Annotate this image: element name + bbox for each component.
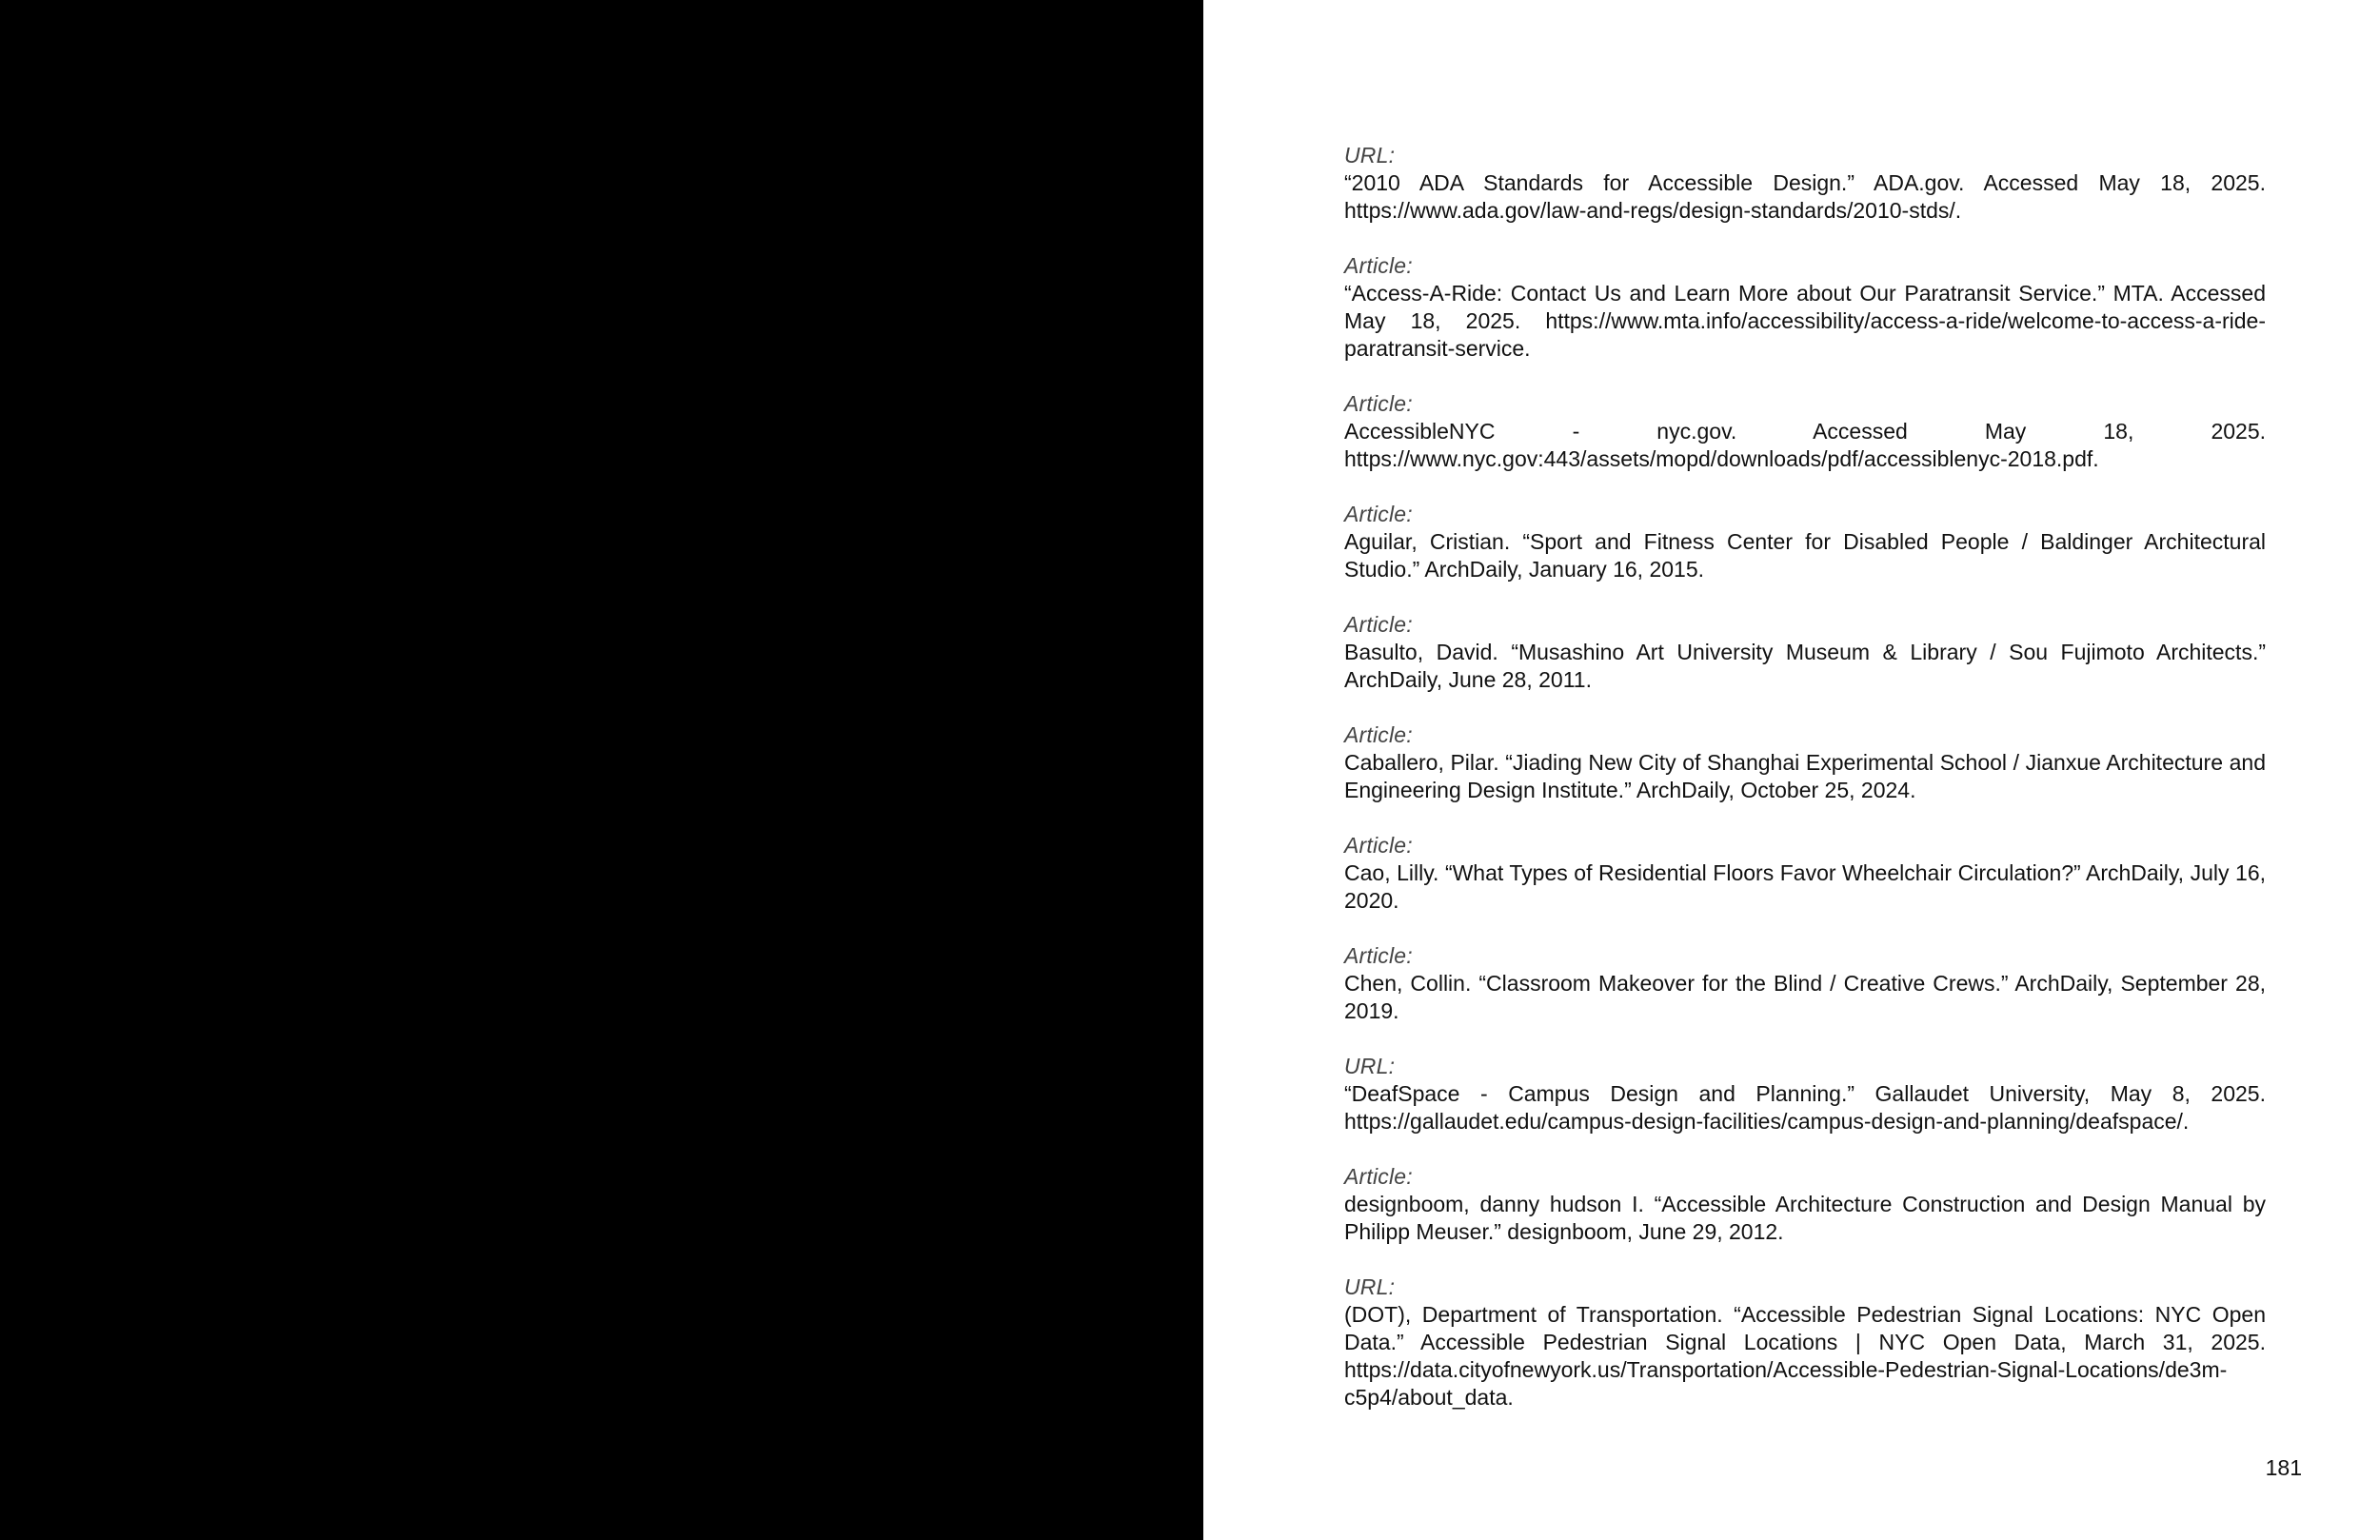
entry-citation: “Access-A-Ride: Contact Us and Learn More about Our Paratransit Service.” MTA. Accessed May 18, 2025. https://www.mta.info/accessibility/access-a-ride/welcome-to-access-a-ride-paratransit-service. bbox=[1344, 281, 2266, 361]
entry-citation: Caballero, Pilar. “Jiading New City of Shanghai Experimental School / Jianxue Architecture and Engineering Design Institute.” ArchDaily, October 25, 2024. bbox=[1344, 750, 2266, 802]
entry-type-label: Article: bbox=[1344, 502, 1413, 526]
entry-citation: Chen, Collin. “Classroom Makeover for the Blind / Creative Crews.” ArchDaily, September 28, 2019. bbox=[1344, 971, 2266, 1023]
entry-citation: Basulto, David. “Musashino Art University Museum & Library / Sou Fujimoto Architects.” ArchDaily, June 28, 2011. bbox=[1344, 640, 2266, 692]
entry-citation: AccessibleNYC - nyc.gov. Accessed May 18, 2025. https://www.nyc.gov:443/assets/mopd/downloads/pdf/accessiblenyc-2018.pdf. bbox=[1344, 419, 2266, 471]
bibliography-entry bbox=[1344, 1053, 2266, 1135]
entry-type-label: URL: bbox=[1344, 1054, 1396, 1078]
entry-citation: Aguilar, Cristian. “Sport and Fitness Center for Disabled People / Baldinger Architectural Studio.” ArchDaily, January 16, 2015. bbox=[1344, 529, 2266, 582]
bibliography-list bbox=[1344, 142, 2266, 1439]
bibliography-entry bbox=[1344, 942, 2266, 1025]
entry-citation: designboom, danny hudson I. “Accessible Architecture Construction and Design Manual by Philipp Meuser.” designboom, June 29, 2012. bbox=[1344, 1192, 2266, 1244]
entry-type-label: Article: bbox=[1344, 833, 1413, 858]
entry-type-label: Article: bbox=[1344, 253, 1413, 278]
bibliography-entry bbox=[1344, 1163, 2266, 1246]
entry-citation: “DeafSpace - Campus Design and Planning.” Gallaudet University, May 8, 2025. https://gallaudet.edu/campus-design-facilities/campus-design-and-planning/deafspace/. bbox=[1344, 1081, 2266, 1134]
bibliography-entry bbox=[1344, 832, 2266, 915]
bibliography-entry bbox=[1344, 611, 2266, 694]
entry-type-label: Article: bbox=[1344, 391, 1413, 416]
entry-citation: Cao, Lilly. “What Types of Residential Floors Favor Wheelchair Circulation?” ArchDaily, July 16, 2020. bbox=[1344, 860, 2266, 913]
entry-type-label: URL: bbox=[1344, 143, 1396, 168]
page-number: 181 bbox=[2265, 1455, 2302, 1480]
entry-type-label: Article: bbox=[1344, 943, 1413, 968]
bibliography-entry bbox=[1344, 252, 2266, 363]
bibliography-entry bbox=[1344, 142, 2266, 225]
entry-citation: (DOT), Department of Transportation. “Accessible Pedestrian Signal Locations: NYC Open Data.” Accessible Pedestrian Signal Locations | NYC Open Data, March 31, 2025. https://data.cityofnewyork.us/Transportation/Accessible-Pedestrian-Signal-Locations/de3m-c5p4/about_data. bbox=[1344, 1302, 2266, 1410]
entry-type-label: Article: bbox=[1344, 1164, 1413, 1189]
entry-type-label: Article: bbox=[1344, 722, 1413, 747]
entry-type-label: Article: bbox=[1344, 612, 1413, 637]
entry-citation: “2010 ADA Standards for Accessible Design.” ADA.gov. Accessed May 18, 2025. https://www.ada.gov/law-and-regs/design-standards/2010-stds/. bbox=[1344, 170, 2266, 223]
entry-type-label: URL: bbox=[1344, 1274, 1396, 1299]
bibliography-entry bbox=[1344, 1273, 2266, 1412]
bibliography-entry bbox=[1344, 501, 2266, 583]
bibliography-entry bbox=[1344, 390, 2266, 473]
bibliography-entry bbox=[1344, 721, 2266, 804]
